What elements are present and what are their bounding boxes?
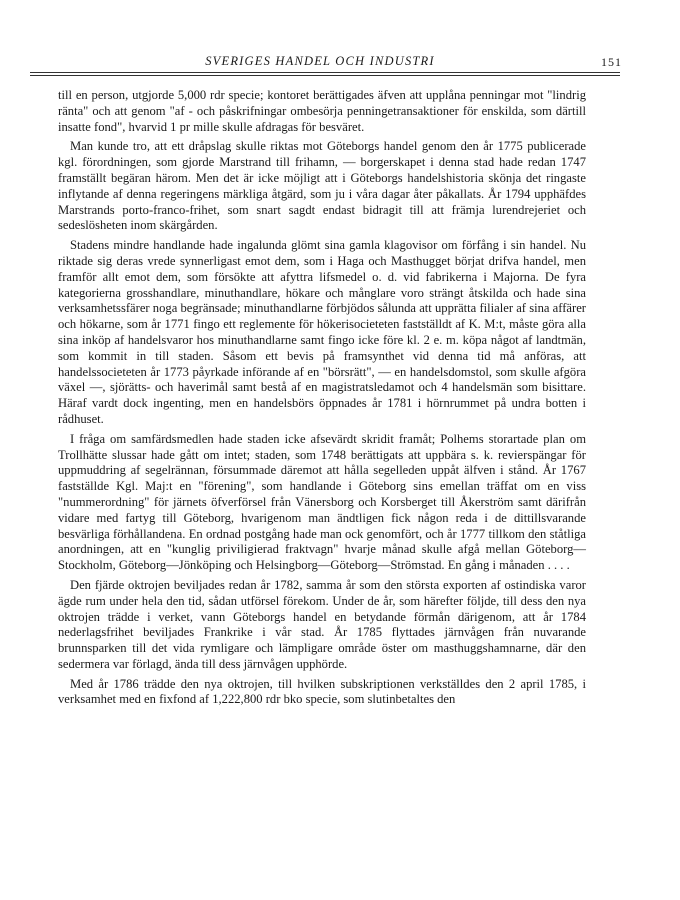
paragraph: I fråga om samfärdsmedlen hade staden icke afsevärdt skridit framåt; Polhems storartade plan om Trollhätte slussar hade gått om intet; staden, som 1748 berättigats att uppbära s. k. revierspängar för uppmuddring af segelrännan, försummade däremot att hålla segelleden uppåt älfven i stånd. År 1767 fastställde Kgl. Maj:t en "förening", som handlande i Göteborg sins emellan träffat om en viss "nummerordning" för järnets öfverförsel från Vänersborg och Korsberget till Åkerström samt därifrån vidare med fartyg till Göteborg, hvarigenom man ändtligen fick någon reda i de dittillsvarande besvärliga förhållandena. En ordnad postgång hade man ock genomfört, och år 1777 tillkom den ståtliga anordningen, att en "kunglig priviligierad fraktvagn" hvarje månad skulle afgå mellan Göteborg—Stockholm, Göteborg—Jönköping och Helsingborg—Göteborg—Strömstad. En gång i månaden . . . . — [58, 431, 586, 573]
paragraph: Man kunde tro, att ett dråpslag skulle riktas mot Göteborgs handel genom den år 1775 publicerade kgl. förordningen, som gjorde Marstrand till frihamn, — borgerskapet i denna stad hade redan 1747 framställt begäran härom. Men det är icke möjligt att i Göteborgs handelshistoria skönja det ringaste inflytande af denna regeringens märkliga åtgärd, som ju i våra dagar åter påkallats. År 1794 upphäfdes Marstrands porto-franco-frihet, som snart sagdt endast bidragit till att främja lurendrejeriet och sedeslösheten inom skärgården. — [58, 139, 586, 233]
header-rule-top — [30, 72, 620, 73]
body-text — [58, 88, 586, 712]
paragraph: Stadens mindre handlande hade ingalunda glömt sina gamla klagovisor om förfång i sin handel. Nu riktade sig deras vrede synnerligast emot dem, som i Haga och Masthugget börjat drifva handel, men framför allt emot dem, som försökte att afyttra lifsmedel o. d. vid fabrikerna i Majorna. De fyra kategorierna grosshandlare, minuthandlare, hökare och månglare voro strängt åtskilda och hade sina verksamhetssfärer noga begränsade; minuthandlarne förbjödos sålunda att upprätta filialer af sina affärer och hökarne, som år 1771 fingo ett reglemente för hökerisocieteten fastställdt af K. M:t, måste göra alla sina inköp af handelsvaror hos minuthandlarne samt fingo icke före kl. 2 e. m. köpa något af landtmän, som kommit in till staden. Såsom ett bevis på framsynthet vid denna tid må anföras, att handelssocieteten år 1773 påyrkade införande af en "börsrätt", — en handelsdomstol, som skulle afgöra växel —, sjörätts- och haverimål samt bestå af en magistratsledamot och 4 handelsmän som bisittare. Häraf vardt dock ingenting, men en handelsbörs öppnades år 1781 i hörnrummet på undra botten i rådhuset. — [58, 238, 586, 426]
paragraph: till en person, utgjorde 5,000 rdr specie; kontoret berättigades äfven att upplåna penningar mot "lindrig ränta" och att genom "af - och påskrifningar ombesörja penningetransaktioner för enskilda, som därtill insatte fond", hvarvid 1 pr mille skulle afdragas för besväret. — [58, 88, 586, 134]
running-title: SVERIGES HANDEL OCH INDUSTRI — [205, 54, 435, 68]
paragraph: Den fjärde oktrojen beviljades redan år 1782, samma år som den största exporten af ostindiska varor ägde rum under hela den tid, sådan utförsel förekom. Under de år, som härefter följde, till dess den nya oktrojen trädde i verket, vann Göteborgs handel en betydande förmån därigenom, att år 1784 nederlagsfrihet beviljades Frankrike i vår stad. År 1785 flyttades järnvågen från nuvarande brunnsparken till det vida rymligare och lämpligare område öster om masthuggshamnarne, där den sedermera var förlagd, ända till dess järnvågen upphörde. — [58, 577, 586, 671]
page-number: 151 — [601, 55, 622, 69]
paragraph: Med år 1786 trädde den nya oktrojen, till hvilken subskriptionen verkställdes den 2 april 1785, i verksamhet med en fixfond af 1,222,800 rdr bko specie, som slutinbetaltes den — [58, 676, 586, 707]
header-rule-bottom — [30, 75, 620, 76]
